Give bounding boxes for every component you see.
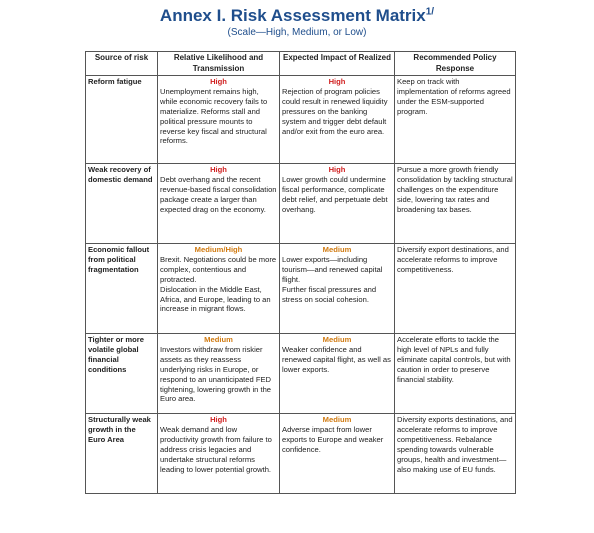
- risk-matrix-table: [85, 51, 516, 494]
- risk-source: Economic fallout from political fragmentation: [86, 244, 158, 334]
- page-title: [0, 6, 594, 26]
- risk-source: Weak recovery of domestic demand: [86, 164, 158, 244]
- likelihood-text: Brexit. Negotiations could be more complex, contentious and protracted.: [160, 254, 277, 284]
- risk-source: Reform fatigue: [86, 76, 158, 164]
- policy-response: Accelerate efforts to tackle the high level of NPLs and fully eliminate capital controls, but with caution in order to preserve financial stability.: [395, 334, 516, 414]
- table-row: [86, 76, 516, 164]
- likelihood-text: Debt overhang and the recent revenue-based fiscal consolidation package create a larger than expected drag on the economy.: [160, 174, 277, 214]
- table-row: [86, 164, 516, 244]
- likelihood-level: High: [210, 415, 227, 424]
- title-text: Annex I. Risk Assessment Matrix: [159, 6, 426, 25]
- header-row: [86, 52, 516, 76]
- policy-response: Diversity exports destinations, and accelerate reforms to improve competitiveness. Rebalance spending towards vulnerable groups, health and investment—also making use of EU funds.: [395, 414, 516, 494]
- header-source: Source of risk: [86, 52, 158, 76]
- table-row: [86, 334, 516, 414]
- policy-response: Diversify export destinations, and accelerate reforms to improve competitiveness.: [395, 244, 516, 334]
- likelihood-text: Dislocation in the Middle East, Africa, and Europe, leading to an increase in migrant flows.: [160, 284, 271, 314]
- impact-text: Further fiscal pressures and stress on social cohesion.: [282, 284, 377, 304]
- likelihood-cell: [158, 164, 280, 244]
- likelihood-level: High: [210, 77, 227, 86]
- impact-text: Lower growth could undermine fiscal performance, complicate debt relief, and perpetuate debt overhang.: [282, 174, 388, 214]
- impact-text: Weaker confidence and renewed capital flight, as well as lower exports.: [282, 344, 391, 374]
- header-response: Recommended Policy Response: [395, 52, 516, 76]
- impact-level: High: [328, 165, 346, 174]
- impact-level: Medium: [322, 415, 352, 424]
- policy-response: Pursue a more growth friendly consolidation by tackling structural challenges on the expenditure side, lowering tax rates and broadening tax bases.: [395, 164, 516, 244]
- impact-cell: [280, 334, 395, 414]
- impact-text: Lower exports—including tourism—and renewed capital flight.: [282, 254, 383, 284]
- table-row: [86, 244, 516, 334]
- likelihood-level: Medium: [204, 335, 233, 344]
- likelihood-text: Investors withdraw from riskier assets as they reassess underlying risks in Europe, or respond to an unanticipated FED tightening, lowering growth in the Euro area.: [160, 344, 272, 404]
- impact-level: Medium: [322, 335, 352, 344]
- impact-level: Medium: [322, 245, 352, 254]
- risk-source: Structurally weak growth in the Euro Area: [86, 414, 158, 494]
- page-subtitle: (Scale—High, Medium, or Low): [227, 27, 367, 38]
- title-footnote-marker: 1/: [425, 6, 435, 18]
- header-impact: Expected Impact of Realized: [280, 52, 395, 76]
- risk-source: Tighter or more volatile global financial conditions: [86, 334, 158, 414]
- impact-cell: [280, 244, 395, 334]
- likelihood-cell: [158, 76, 280, 164]
- impact-cell: [280, 76, 395, 164]
- likelihood-text: Weak demand and low productivity growth from failure to address crisis legacies and undertake structural reforms leading to lower potential growth.: [160, 424, 272, 474]
- impact-level: High: [328, 77, 346, 86]
- likelihood-level: High: [210, 165, 227, 174]
- impact-text: Rejection of program policies could result in renewed liquidity pressures on the banking system and trigger debt default and/or exit from the euro area.: [282, 86, 388, 136]
- likelihood-level: Medium/High: [194, 245, 243, 254]
- table-row: [86, 414, 516, 494]
- likelihood-cell: [158, 244, 280, 334]
- policy-response: Keep on track with implementation of reforms agreed under the ESM-supported program.: [395, 76, 516, 164]
- likelihood-text: Unemployment remains high, while economic recovery fails to materialize. Reforms stall and political pressure mounts to reverse key fiscal and structural reforms.: [160, 86, 268, 146]
- impact-cell: [280, 164, 395, 244]
- impact-text: Adverse impact from lower exports to Europe and weaker confidence.: [282, 424, 384, 454]
- impact-cell: [280, 414, 395, 494]
- likelihood-cell: [158, 414, 280, 494]
- header-likelihood: Relative Likelihood and Transmission: [158, 52, 280, 76]
- likelihood-cell: [158, 334, 280, 414]
